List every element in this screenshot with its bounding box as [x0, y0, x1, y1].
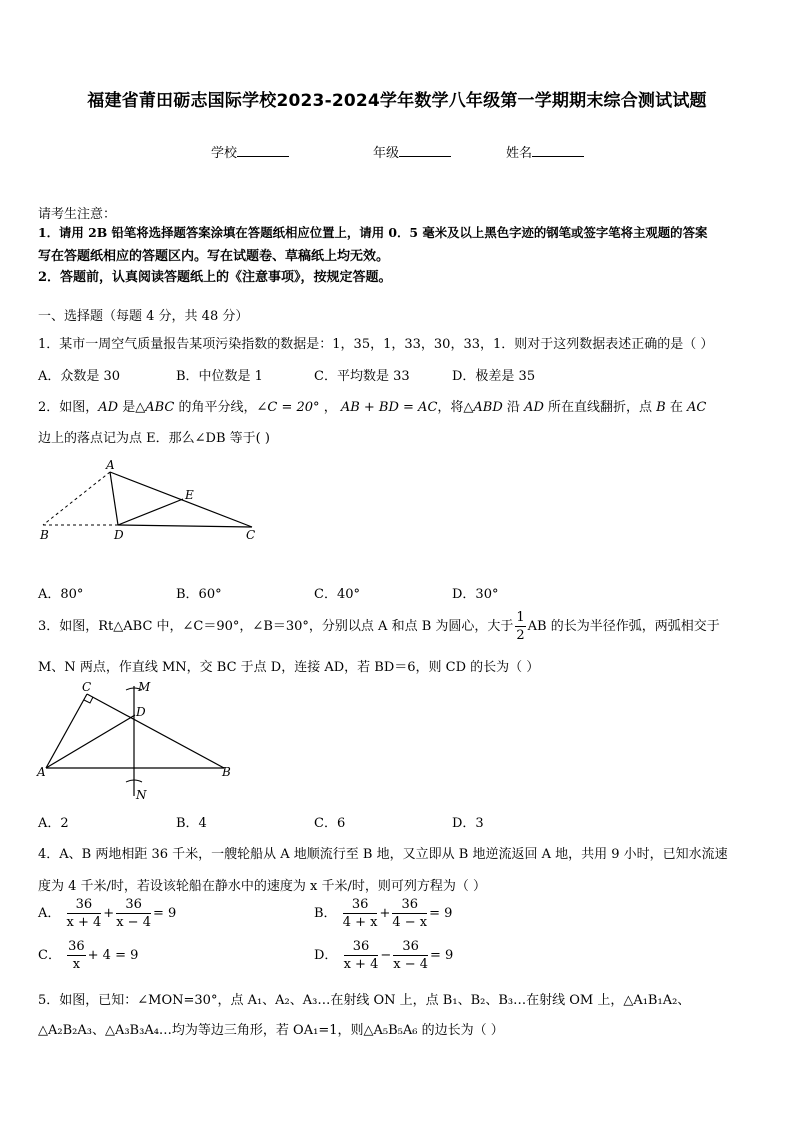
q3-stem: 3．如图，Rt△ABC 中，∠C＝90°，∠B＝30°，分别以点 A 和点 B 为圆心，大于 $\frac{1}{2}$ AB 的长为半径作弧，两弧相交于: [38, 610, 720, 643]
q2-label-d: D: [114, 528, 124, 542]
q1-option-b[interactable]: B．中位数是 1: [176, 369, 263, 384]
q4-option-b[interactable]: B． $\frac{36}{4 + x}$ + $\frac{36}{4 - x}$ = 9: [314, 897, 453, 930]
q4-option-d[interactable]: D． $\frac{36}{x + 4}$ − $\frac{36}{x - 4}$ = 9: [314, 939, 454, 972]
q2-label-a: A: [106, 458, 115, 472]
q4-option-a[interactable]: A． $\frac{36}{x + 4}$ + $\frac{36}{x - 4}$ = 9: [38, 897, 177, 930]
name-field: [506, 142, 584, 161]
notice-item-1-cont: 写在答题纸相应的答题区内。写在试题卷、草稿纸上均无效。: [38, 249, 390, 264]
name-blank[interactable]: [532, 144, 584, 157]
grade-blank[interactable]: [399, 144, 451, 157]
q3-option-c[interactable]: C．6: [314, 816, 346, 831]
q5-stem: 5．如图，已知：∠MON=30°，点 A₁、A₂、A₃…在射线 ON 上，点 B₁、B₂、B₃…在射线 OM 上，△A₁B₁A₂、: [38, 993, 691, 1008]
q3-fraction: $\frac{1}{2}$: [516, 610, 525, 643]
q1-option-c[interactable]: C．平均数是 33: [314, 369, 410, 384]
grade-label: 年级: [373, 146, 400, 161]
q1-stem: 1．某市一周空气质量报告某项污染指数的数据是：1，35，1，33，30，33，1．则对于这列数据表述正确的是（ ）: [38, 337, 714, 352]
q3-label-n: N: [136, 788, 147, 802]
q2-label-b: B: [40, 528, 49, 542]
q3-option-a[interactable]: A．2: [38, 816, 69, 831]
q3-figure: [30, 680, 240, 802]
notice-heading: 请考生注意：: [38, 207, 117, 222]
q3-stem-cont: M、N 两点，作直线 MN，交 BC 于点 D，连接 AD，若 BD＝6，则 CD 的长为（ ）: [38, 660, 540, 675]
q2-stem-cont: 边上的落点记为点 E．那么∠DB 等于( ): [38, 431, 270, 446]
q3-option-d[interactable]: D．3: [452, 816, 484, 831]
q2-label-c: C: [246, 528, 256, 542]
q5-stem-cont: △A₂B₂A₃、△A₃B₃A₄…均为等边三角形，若 OA₁=1，则△A₅B₅A₆ 的边长为（ ）: [38, 1023, 504, 1038]
school-field: [211, 142, 289, 161]
q3-label-m: M: [138, 680, 151, 694]
q3-label-c: C: [82, 680, 92, 694]
notice-item-1: 1．请用 2B 铅笔将选择题答案涂填在答题纸相应位置上，请用 0．5 毫米及以上黑色字迹的钢笔或签字笔将主观题的答案: [38, 225, 708, 240]
school-blank[interactable]: [237, 144, 289, 157]
q3-option-b[interactable]: B．4: [176, 816, 207, 831]
q4-option-c[interactable]: C． $\frac{36}{x}$ + 4 = 9: [38, 939, 139, 972]
q1-option-d[interactable]: D．极差是 35: [452, 369, 536, 384]
q2-stem: 2．如图，AD 是△ABC 的角平分线，∠C = 20° ， AB + BD = AC，将△ABD 沿 AD 所在直线翻折，点 B 在 AC: [38, 400, 707, 415]
q4-stem-cont: 度为 4 千米/时，若设该轮船在静水中的速度为 x 千米/时，则可列方程为（ ）: [38, 879, 487, 894]
q2-option-d[interactable]: D．30°: [452, 587, 499, 602]
q2-option-c[interactable]: C．40°: [314, 587, 360, 602]
q2-option-a[interactable]: A．80°: [38, 587, 84, 602]
school-label: 学校: [211, 146, 238, 161]
notice-item-2: 2．答题前，认真阅读答题纸上的《注意事项》，按规定答题。: [38, 270, 392, 285]
q3-label-a: A: [37, 765, 46, 779]
q3-label-d: D: [136, 705, 146, 719]
q4-stem: 4．A、B 两地相距 36 千米，一艘轮船从 A 地顺流行至 B 地，又立即从 B 地逆流返回 A 地，共用 9 小时，已知水流速: [38, 847, 728, 862]
q1-option-a[interactable]: A．众数是 30: [38, 369, 121, 384]
q2-option-b[interactable]: B．60°: [176, 587, 222, 602]
section-heading: 一、选择题（每题 4 分，共 48 分）: [38, 309, 249, 324]
q2-label-e: E: [185, 488, 194, 502]
q3-label-b: B: [222, 765, 231, 779]
page-title: 福建省莆田砺志国际学校2023-2024学年数学八年级第一学期期末综合测试试题: [87, 91, 707, 111]
grade-field: [373, 142, 451, 161]
name-label: 姓名: [506, 146, 533, 161]
q2-figure: [30, 455, 270, 547]
